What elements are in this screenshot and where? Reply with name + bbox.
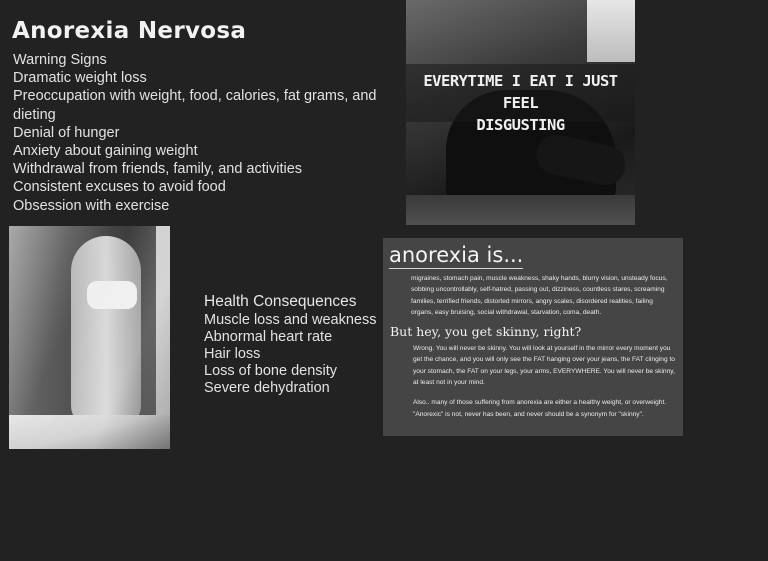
list-item: Denial of hunger [13, 124, 120, 141]
list-item: Withdrawal from friends, family, and activities [13, 161, 303, 178]
list-item: Dramatic weight loss [13, 70, 147, 87]
photo-caption-line: EVERYTIME I EAT I JUST FEEL [423, 72, 618, 112]
photo-caption-line: DISGUSTING [476, 116, 565, 134]
panel-paragraph: migraines, stomach pain, muscle weakness, shaky hands, blurry vision, unsteady focus, sobbing uncontrollably, self-hatred, passing out, dizziness, countless stares, screaming families, terrified friends, distorted mirrors, angry scales, disordered realities, failing organs, easy bruising, social withdrawal, starvation, coma, death. [411, 275, 668, 316]
page-title: Anorexia Nervosa [12, 18, 247, 44]
anorexia-is-panel [383, 238, 683, 436]
health-consequences-list [204, 312, 404, 397]
photo-caption [406, 70, 635, 136]
glass-reflection [9, 226, 170, 449]
window-light [587, 0, 635, 62]
panel-subheading: But hey, you get skinny, right? [390, 324, 582, 340]
panel-paragraph: Also.. many of those suffering from anorexia are either a healthy weight, or overweight. "Anorexic" is not, never has been, and never should be a synonym for "skinny". [413, 399, 667, 418]
panel-title: anorexia is... [389, 243, 524, 267]
list-item: Severe dehydration [204, 380, 330, 396]
list-item: Warning Signs [13, 52, 107, 68]
list-item: Preoccupation with weight, food, calories, fat grams, and dieting [13, 88, 377, 123]
health-heading: Health Consequences [204, 293, 357, 310]
list-item: Consistent excuses to avoid food [13, 179, 226, 196]
list-item: Loss of bone density [204, 363, 338, 379]
photo-sitting-figure [406, 0, 635, 225]
list-item: Muscle loss and weakness [204, 312, 377, 328]
floor [406, 195, 635, 225]
list-item: Abnormal heart rate [204, 329, 333, 345]
list-item: Hair loss [204, 346, 261, 362]
photo-window-figure [9, 226, 170, 449]
list-item: Anxiety about gaining weight [13, 143, 198, 160]
warning-signs-list [13, 51, 393, 215]
panel-paragraph: Wrong. You will never be skinny. You will look at yourself in the mirror every moment you get the chance, and you will only see the FAT hanging over your jeans, the FAT clinging to your stomach, the FAT on your legs, your arms, EVERYWHERE. You will never be skinny, at least not in your mind. [413, 345, 675, 387]
list-item: Obsession with exercise [13, 197, 170, 214]
